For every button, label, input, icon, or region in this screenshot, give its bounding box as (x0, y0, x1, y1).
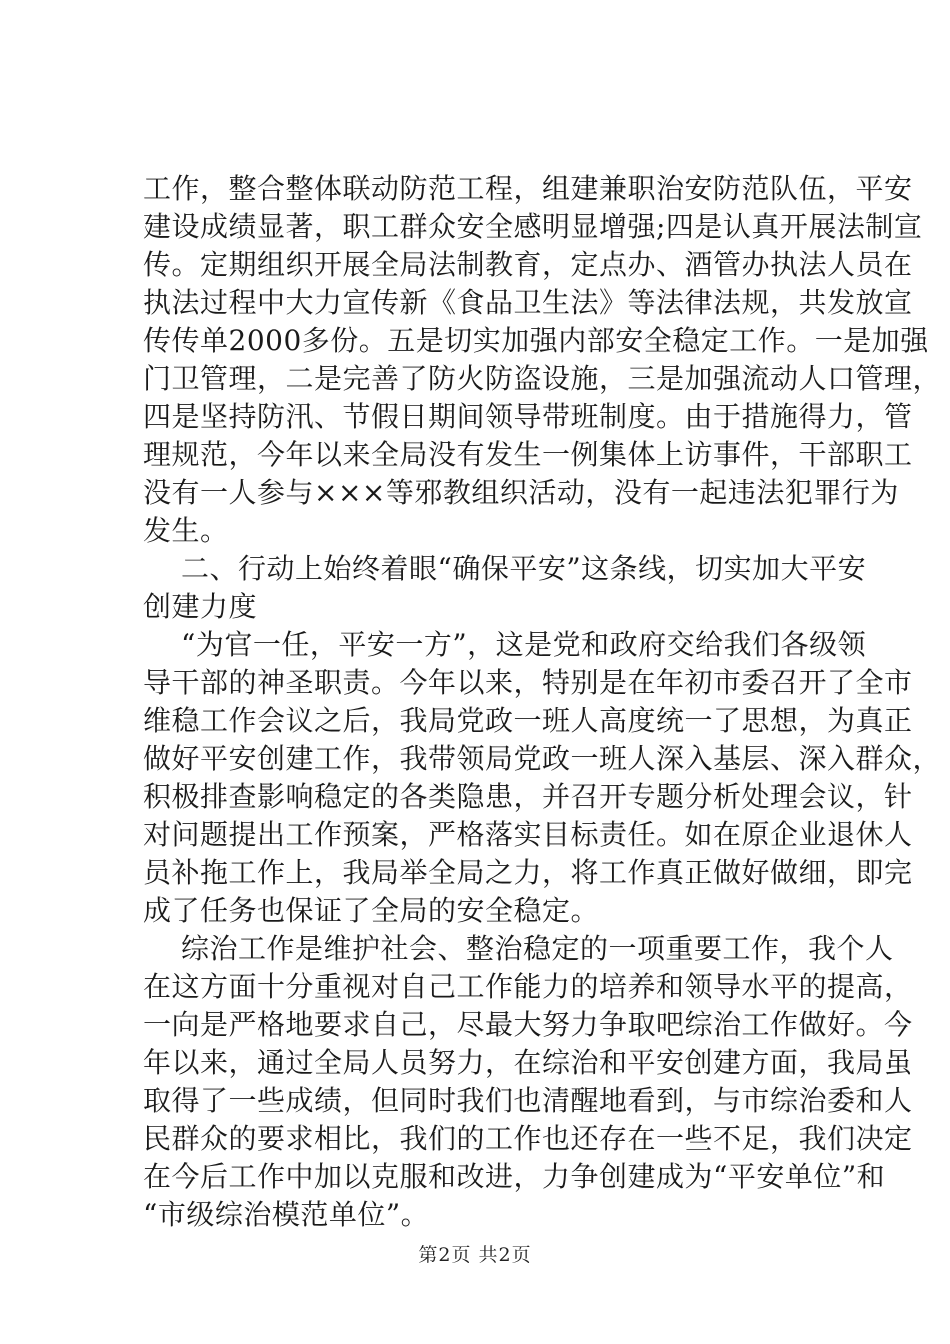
paragraph-1 (143, 170, 942, 550)
text-line: 导干部的神圣职责。今年以来，特别是在年初市委召开了全市 (143, 666, 913, 699)
text-line: 年以来，通过全局人员努力，在综治和平安创建方面，我局虽 (143, 1046, 913, 1079)
text-line: “为官一任，平安一方”，这是党和政府交给我们各级领 (181, 628, 867, 661)
section-heading (143, 550, 867, 626)
text-line: 没有一人参与×××等邪教组织活动，没有一起违法犯罪行为 (143, 476, 899, 509)
text-line: 综治工作是维护社会、整治稳定的一项重要工作，我个人 (181, 932, 894, 965)
text-line: 维稳工作会议之后，我局党政一班人高度统一了思想，为真正 (143, 704, 913, 737)
text-line: 传传单2000多份。五是切实加强内部安全稳定工作。一是加强 (143, 324, 929, 357)
text-line: 员补拖工作上，我局举全局之力，将工作真正做好做细，即完 (143, 856, 913, 889)
page-number: 第2页 共2页 (418, 1244, 532, 1266)
text-line: 做好平安创建工作，我带领局党政一班人深入基层、深入群众， (143, 742, 942, 775)
text-line: 取得了一些成绩，但同时我们也清醒地看到，与市综治委和人 (143, 1084, 913, 1117)
text-line: 执法过程中大力宣传新《食品卫生法》等法律法规，共发放宣 (143, 286, 913, 319)
heading-line: 创建力度 (143, 590, 258, 623)
text-line: 四是坚持防汛、节假日期间领导带班制度。由于措施得力，管 (143, 400, 913, 433)
paragraph-2 (143, 626, 942, 930)
text-line: 一向是严格地要求自己，尽最大努力争取吧综治工作做好。今 (143, 1008, 913, 1041)
text-line: 积极排查影响稳定的各类隐患，并召开专题分析处理会议，针 (143, 780, 913, 813)
text-line: 工作，整合整体联动防范工程，组建兼职治安防范队伍，平安 (143, 172, 913, 205)
text-line: 门卫管理，二是完善了防火防盗设施，三是加强流动人口管理， (143, 362, 942, 395)
text-line: 在今后工作中加以克服和改进，力争创建成为“平安单位”和 (143, 1160, 886, 1193)
document-body (143, 170, 942, 1234)
text-line: 对问题提出工作预案，严格落实目标责任。如在原企业退休人 (143, 818, 913, 851)
text-line: 在这方面十分重视对自己工作能力的培养和领导水平的提高， (143, 970, 913, 1003)
paragraph-3 (143, 930, 913, 1234)
heading-line: 二、行动上始终着眼“确保平安”这条线，切实加大平安 (181, 552, 867, 585)
text-line: 成了任务也保证了全局的安全稳定。 (143, 894, 600, 927)
text-line: 建设成绩显著，职工群众安全感明显增强;四是认真开展法制宣 (143, 210, 923, 243)
text-line: 发生。 (143, 514, 229, 547)
text-line: “市级综治模范单位”。 (143, 1198, 430, 1231)
text-line: 理规范，今年以来全局没有发生一例集体上访事件，干部职工 (143, 438, 913, 471)
text-line: 民群众的要求相比，我们的工作也还存在一些不足，我们决定 (143, 1122, 913, 1155)
text-line: 传。定期组织开展全局法制教育，定点办、酒管办执法人员在 (143, 248, 913, 281)
